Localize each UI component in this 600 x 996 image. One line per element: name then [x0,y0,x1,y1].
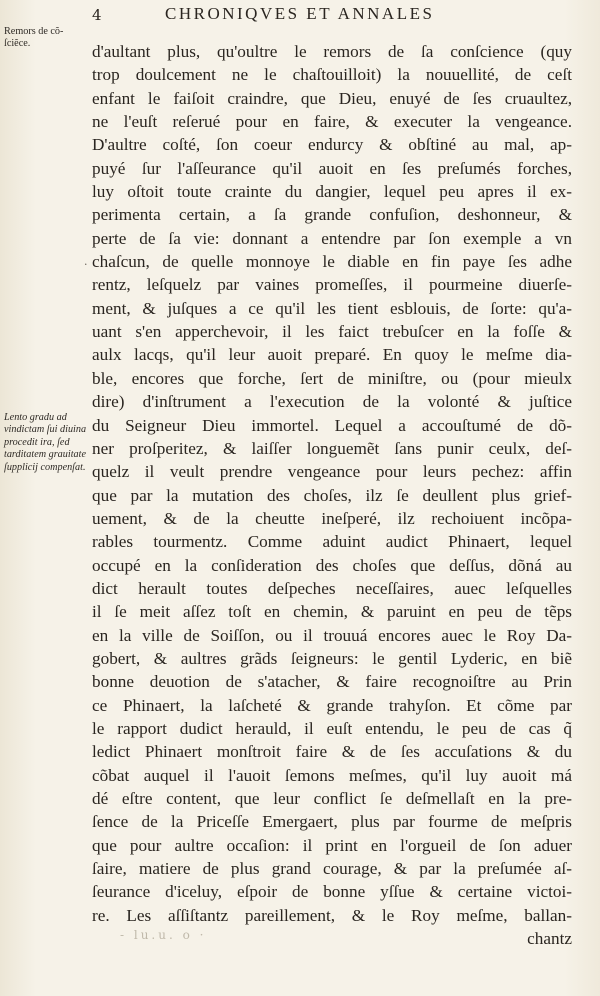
text-line: trop doulcement ne le chaſtouilloit) la nouuellité, de ceſt [92,65,572,85]
text-line: il ſe meit aſſez toſt en chemin, & paruint en peu de tẽps [92,602,572,622]
text-line: quelz il veult prendre vengeance pour leurs pechez: affin [92,462,572,482]
text-line: ce Phinaert, la laſcheté & grande trahyſon. Et cõme par [92,695,572,715]
text-line: dict herault toutes deſpeches neceſſaires, auec leſquelles [92,578,572,598]
text-line: que par la mutation des choſes, ilz ſe deullent plus grief- [92,485,572,505]
text-line: le rapport dudict herauld, il euſt entendu, le peu de cas q̃ [92,718,572,738]
body-text [92,40,572,950]
text-line: bonne deuotion de s'atacher, & faire recognoiſtre au Prin [92,672,572,692]
text-line: re. Les aſſiſtantz pareillement, & le Roy meſme, ballan- [92,905,572,925]
text-line: ſaire, matiere de plus grand courage, & par la preſumée aſ- [92,859,572,879]
text-line: ment, & juſques a ce qu'il les tient esblouis, de ſorte: qu'a- [92,298,572,318]
text-line: que pour aultre occaſion: il print en l'orgueil de ſon aduer [92,835,572,855]
text-line: en la ville de Soiſſon, ou il trouuá encores auec le Roy Da- [92,625,572,645]
text-line: du Seigneur Dieu immortel. Lequel a accouſtumé de dõ- [92,415,572,435]
marginal-mark: · [84,258,88,271]
text-line: ſeurance d'iceluy, eſpoir de bonne yſſue & certaine victoi- [92,882,572,902]
text-line: D'aultre coſté, ſon coeur endurcy & obſtiné au mal, ap- [92,135,572,155]
text-line: gobert, & aultres grãds ſeigneurs: le gentil Lyderic, en biẽ [92,648,572,668]
folio-number: 4 [92,6,102,24]
text-line: ledict Phinaert monſtroit faire & de ſes accuſations & du [92,742,572,762]
text-line: dire) d'inſtrument a l'execution de la volonté & juſtice [92,392,572,412]
text-line: dé eſtre content, que leur conflict ſe deſmellaſt en la pre- [92,789,572,808]
text-line: ne l'euſt reſerué pour en faire, & executer la vengeance. [92,112,572,132]
marginal-note-lento-gradu: Lento gradu ad vindictam ſui diuina procedit ira, ſed tarditatem grauitate ſupplicij compenſat. [4,412,87,473]
text-line: ble, encores que forche, ſert de miniſtre, ou (pour mieulx [92,368,572,388]
text-line: occupé en la conſideration des choſes que deſſus, dõná au [92,555,572,575]
text-line: aulx lacqs, qu'il leur auoit preparé. En quoy le meſme dia- [92,345,572,365]
text-line: perte de ſa vie: donnant a entendre par ſon exemple a vn [92,228,572,248]
text-line: luy oſtoit toute crainte du dangier, lequel peu apres il ex- [92,182,572,202]
text-line: d'aultant plus, qu'oultre le remors de ſa conſcience (quy [92,42,572,61]
bleed-through-text: - lu.u. o · [120,928,207,942]
text-line: chaſcun, de quelle monnoye le diable en fin paye ſes adhe [92,252,572,272]
running-head: CHRONIQVES ET ANNALES [165,4,435,23]
text-line: perimenta certain, a ſa grande confuſion, deshonneur, & [92,205,572,225]
text-line: uant s'en apperchevoir, il les faict trebuſcer en la foſſe & [92,322,572,342]
text-line: uement, & de la cheutte ineſperé, ilz rechoiuent incõpa- [92,508,572,528]
text-line: puyé ſur l'aſſeurance qu'il auoit en ſes preſumés forches, [92,158,572,178]
catchword: chantz [527,929,572,949]
text-line: rables tourmentz. Comme aduint audict Phinaert, lequel [92,532,572,552]
marginal-note-remors: Remors de cõ- ſciẽce. [4,26,64,50]
text-line: enfant le faiſoit craindre, que Dieu, enuyé de ſes cruaultez, [92,88,572,108]
text-line: rentz, leſquelz par vaines promeſſes, il pourmeine diuerſe- [92,275,572,295]
text-line: ſence de la Priceſſe Emergaert, plus par fourme de meſpris [92,812,572,832]
text-line: cõbat auquel il l'auoit ſemons meſmes, qu'il luy auoit má [92,765,572,785]
text-line: ner proſperitez, & laiſſer longuemẽt ſans punir ceulx, deſ- [92,438,572,458]
